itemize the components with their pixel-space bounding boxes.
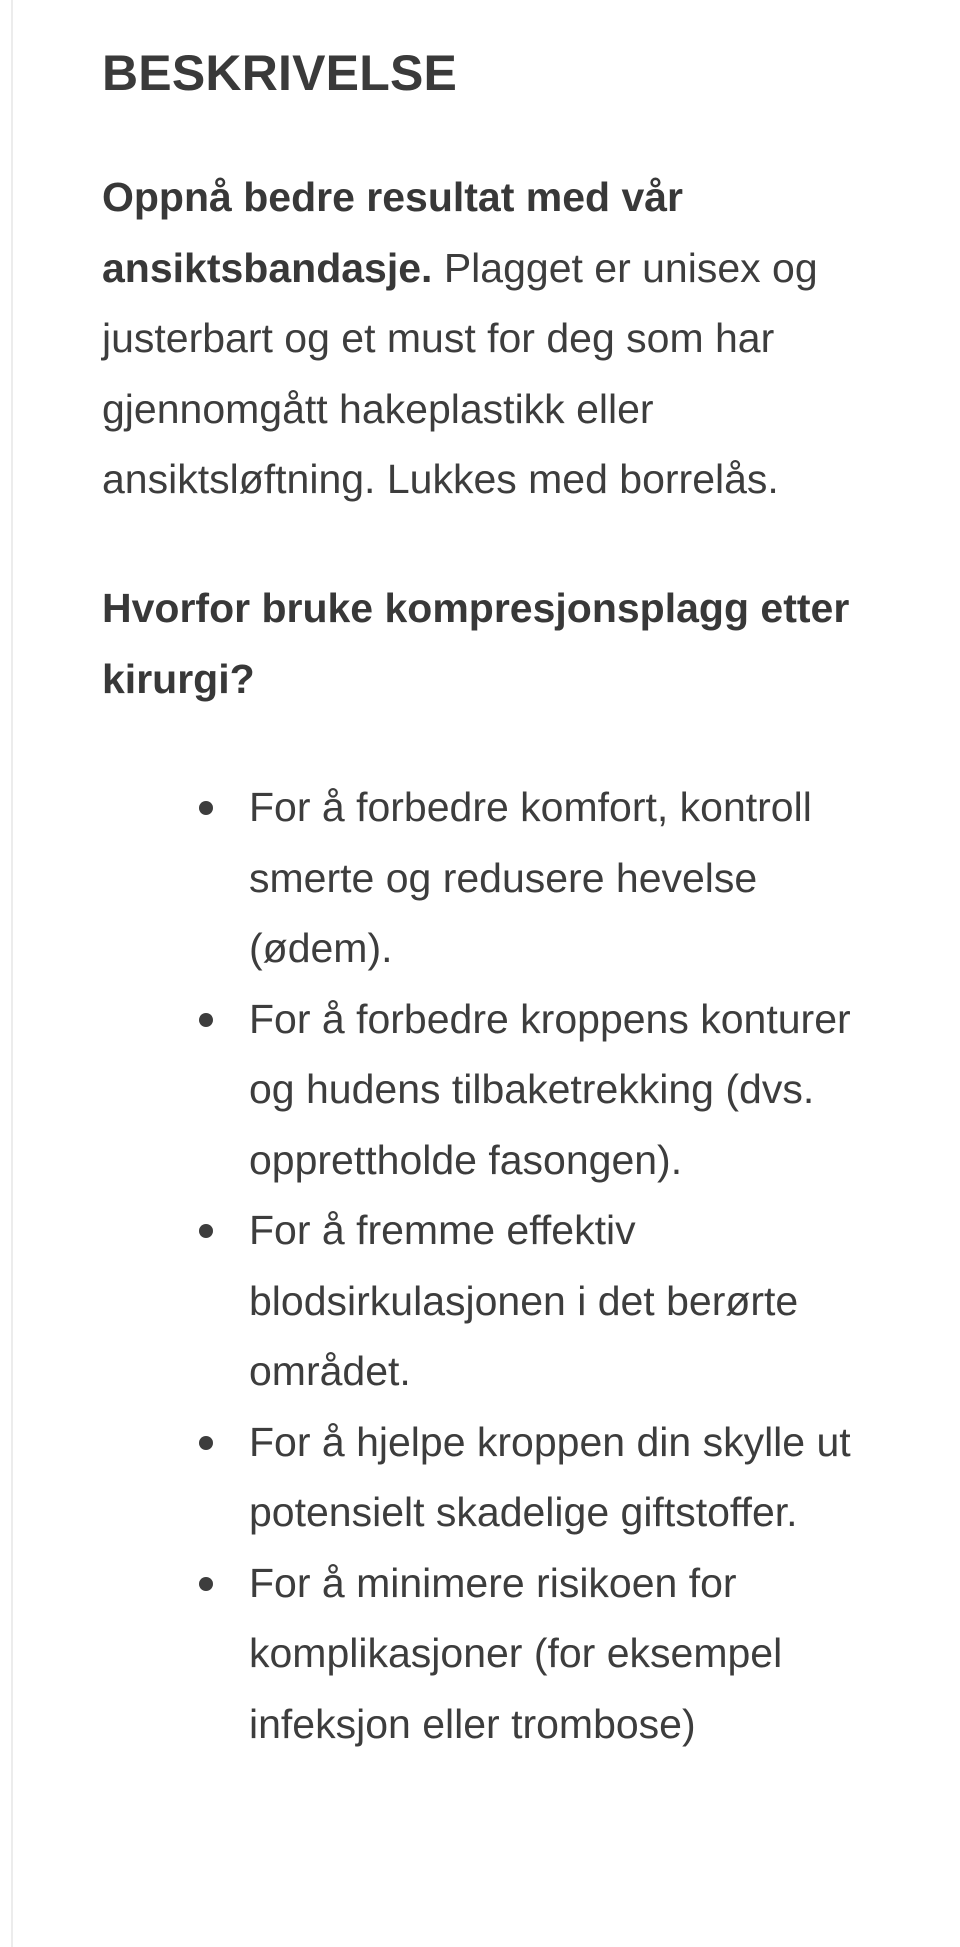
list-item (102, 1407, 892, 1548)
list-item-text: For å hjelpe kroppen din skylle ut potensielt skadelige giftstoffer. (249, 1418, 851, 1535)
list-item (102, 772, 892, 984)
why-compression-heading: Hvorfor bruke kompresjonsplagg etter kirurgi? (102, 585, 850, 702)
bullet-icon (199, 1436, 213, 1450)
bullet-icon (199, 1013, 213, 1027)
list-item (102, 1195, 892, 1407)
list-item (102, 1548, 892, 1760)
list-item-text: For å forbedre komfort, kontroll smerte og redusere hevelse (ødem). (249, 784, 812, 971)
list-item (102, 984, 892, 1196)
section-title: BESKRIVELSE (102, 45, 458, 101)
description-lead: Oppnå bedre resultat med vår ansiktsbandasje. (102, 174, 684, 291)
bullet-icon (199, 801, 213, 815)
description-text: Plagget er unisex og justerbart og et must for deg som har gjennomgått hakeplastikk eller ansiktsløftning. Lukkes med borrelås. (102, 244, 818, 502)
benefit-list (102, 772, 892, 1759)
left-border (11, 0, 13, 1947)
bullet-icon (199, 1224, 213, 1238)
list-item-text: For å fremme effektiv blodsirkulasjonen i det berørte området. (249, 1207, 799, 1394)
list-item-text: For å minimere risikoen for komplikasjoner (for eksempel infeksjon eller trombose) (249, 1559, 783, 1747)
list-item-text: For å forbedre kroppens konturer og hudens tilbaketrekking (dvs. opprettholde fasongen). (249, 995, 851, 1183)
description-paragraph (102, 162, 892, 515)
bullet-icon (199, 1577, 213, 1591)
